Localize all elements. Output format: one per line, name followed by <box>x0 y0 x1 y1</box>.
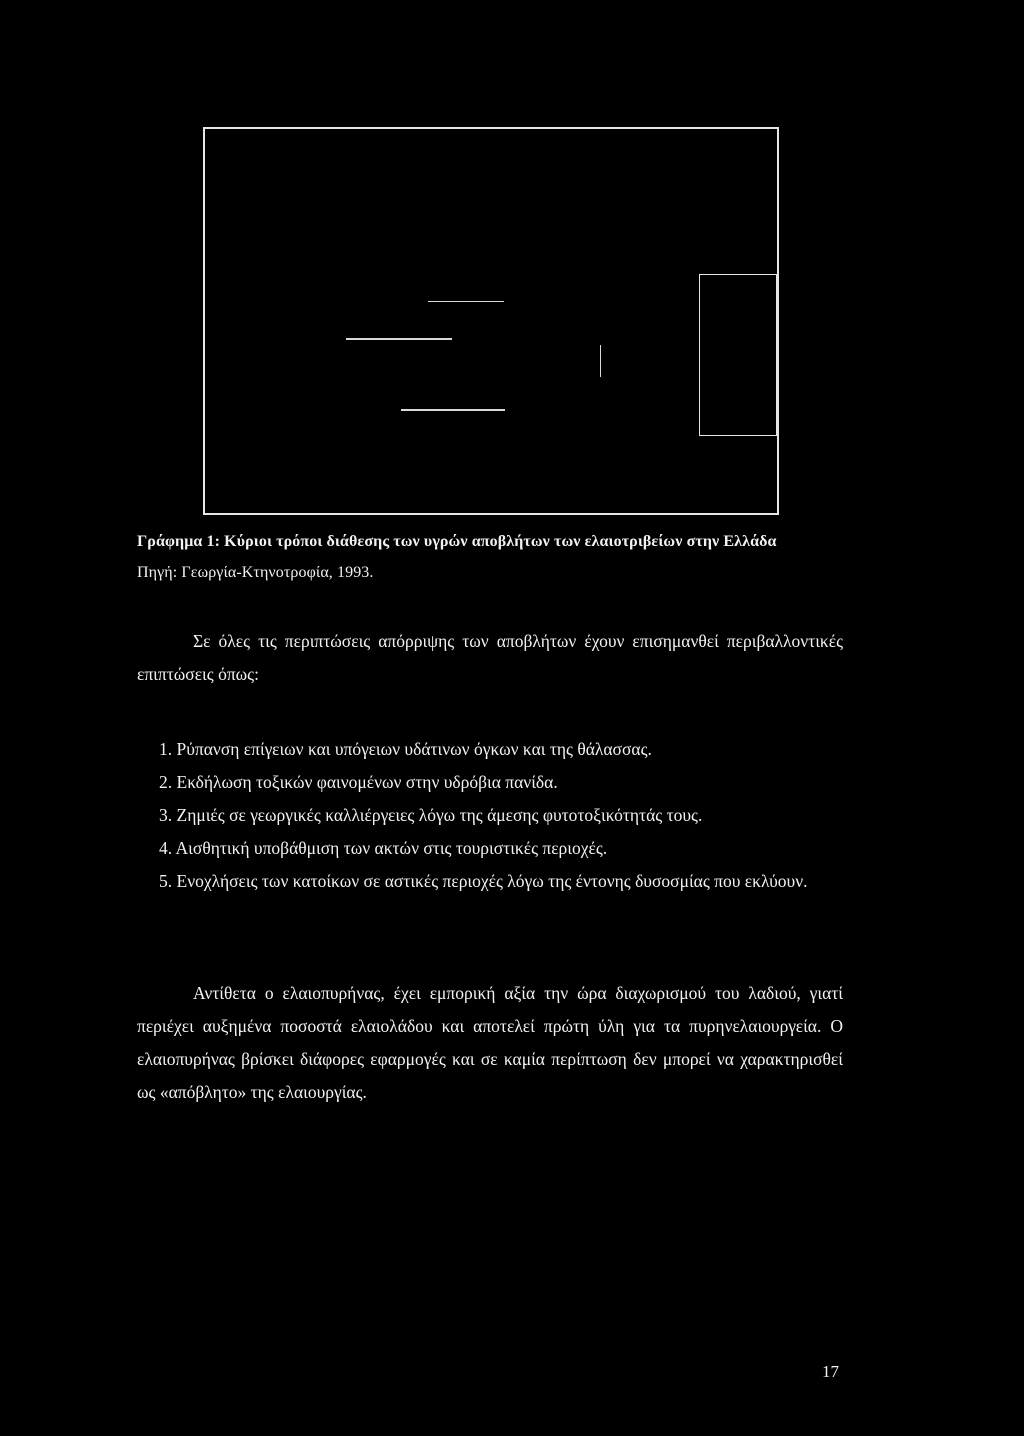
list-item: 2. Εκδήλωση τοξικών φαινομένων στην υδρόβια πανίδα. <box>159 772 558 792</box>
impacts-list <box>137 733 843 898</box>
figure-legend-box <box>699 274 777 436</box>
figure-caption-source: Πηγή: Γεωργία-Κτηνοτροφία, 1993. <box>137 564 374 581</box>
closing-paragraph: Αντίθετα ο ελαιοπυρήνας, έχει εμπορική αξία την ώρα διαχωρισμού του λαδιού, γιατί περιέχει αυξημένα ποσοστά ελαιολάδου και αποτελεί πρώτη ύλη για τα πυρηνελαιουργεία. Ο ελαιοπυρήνας βρίσκει διάφορες εφαρμογές και σε καμία περίπτωση δεν μπορεί να χαρακτηρισθεί ως «απόβλητο» της ελαιουργίας. <box>137 983 843 1102</box>
list-item: 5. Ενοχλήσεις των κατοίκων σε αστικές περιοχές λόγω της έντονης δυσοσμίας που εκλύουν. <box>159 871 808 891</box>
figure-mark-line <box>346 338 452 340</box>
list-item: 1. Ρύπανση επίγειων και υπόγειων υδάτινων όγκων και της θάλασσας. <box>159 739 652 759</box>
figure-caption-title: Γράφημα 1: Κύριοι τρόποι διάθεσης των υγρών αποβλήτων των ελαιοτριβείων στην Ελλάδα <box>137 533 777 550</box>
figure-frame <box>203 127 779 515</box>
list-item: 4. Αισθητική υποβάθμιση των ακτών στις τουριστικές περιοχές. <box>159 838 608 858</box>
list-item: 3. Ζημιές σε γεωργικές καλλιέργειες λόγω της άμεσης φυτοτοξικότητάς τους. <box>159 805 703 825</box>
intro-paragraph: Σε όλες τις περιπτώσεις απόρριψης των αποβλήτων έχουν επισημανθεί περιβαλλοντικές επιπτώσεις όπως: <box>137 631 843 684</box>
figure-mark-tick <box>600 345 601 377</box>
figure-mark-line <box>401 409 505 411</box>
figure-mark-line <box>428 301 504 302</box>
page-number: 17 <box>822 1362 839 1381</box>
